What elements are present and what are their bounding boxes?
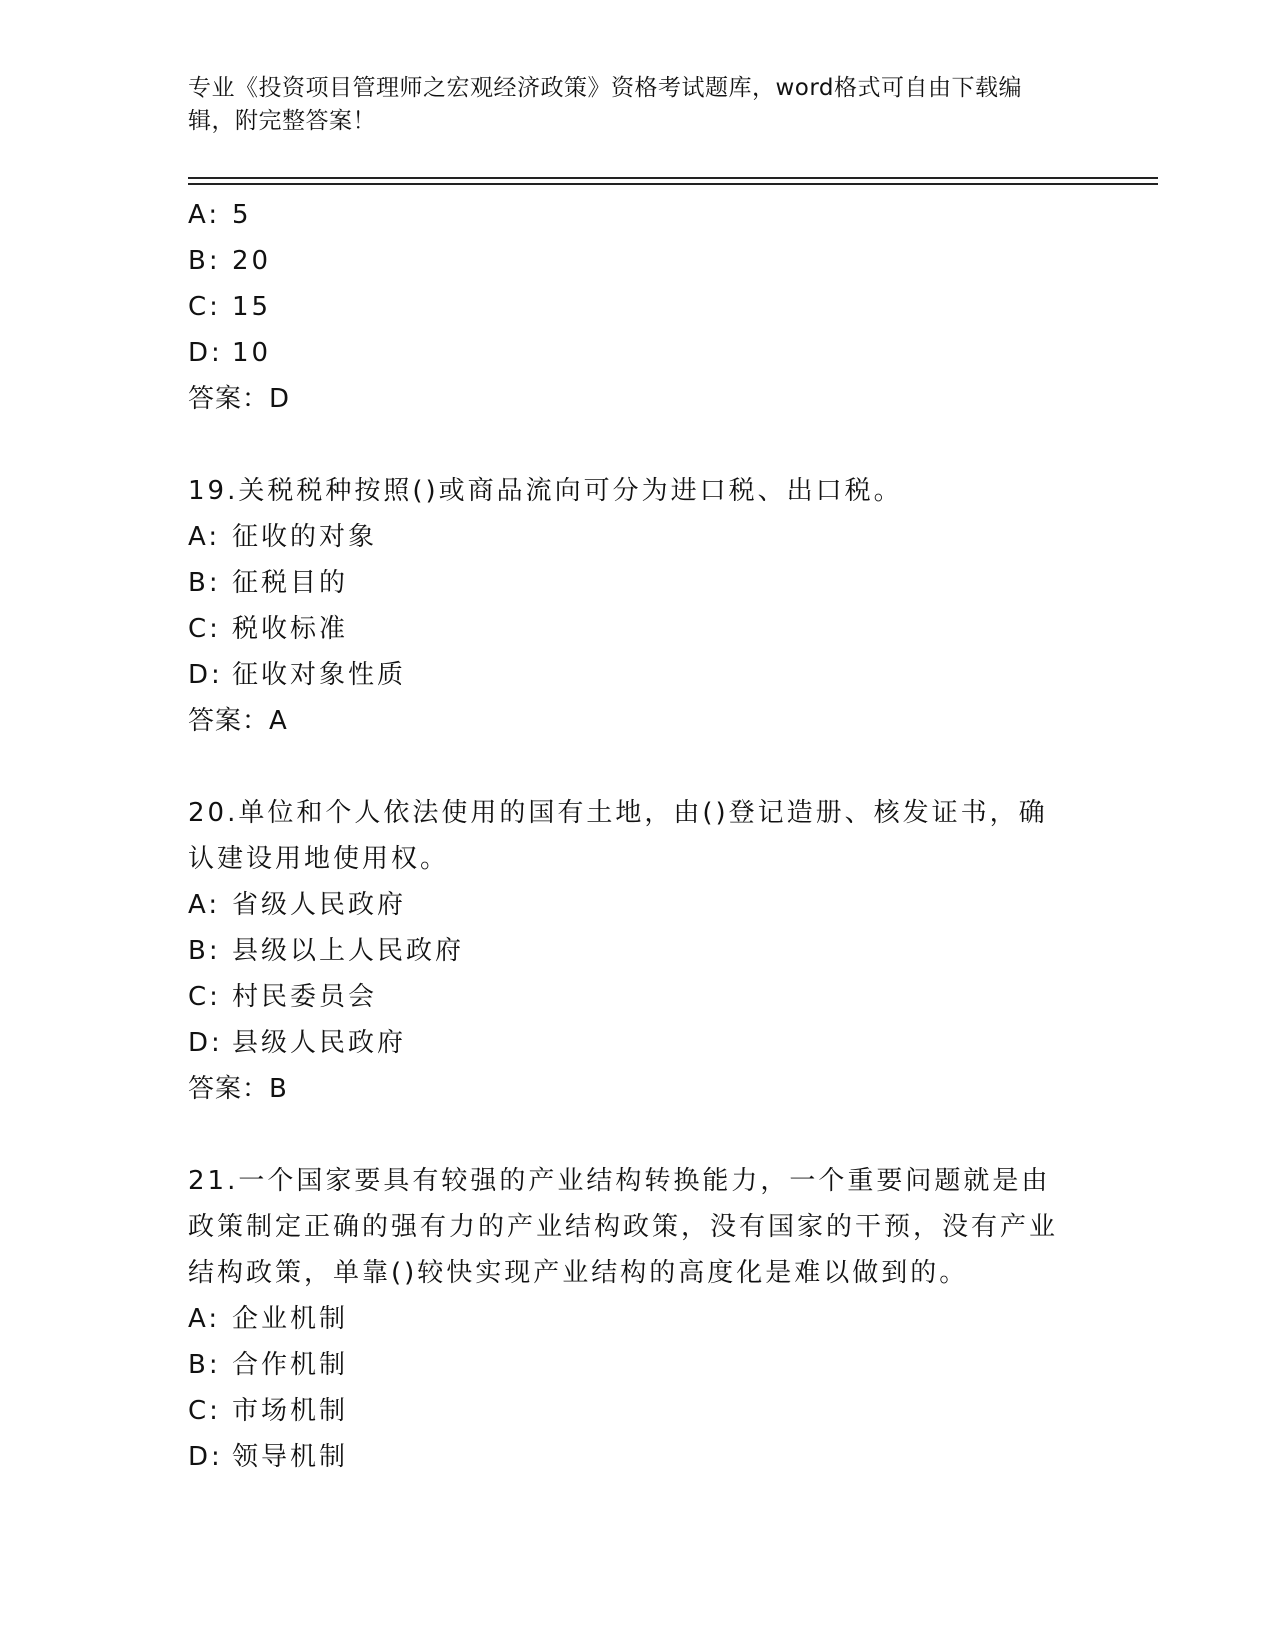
option-c: [188, 606, 1088, 652]
option-b: [188, 928, 1088, 974]
option-a: [188, 882, 1088, 928]
option-letter: B:: [188, 1350, 221, 1380]
option-d: [188, 1020, 1088, 1066]
option-letter: C:: [188, 614, 221, 644]
option-letter: C:: [188, 1396, 221, 1426]
option-letter: A:: [188, 1304, 221, 1334]
option-letter: A:: [188, 200, 221, 230]
option-letter: B:: [188, 936, 221, 966]
option-letter: C:: [188, 982, 221, 1012]
option-text: 征收的对象: [232, 522, 378, 552]
option-text: 省级人民政府: [232, 890, 407, 920]
question-list: [188, 192, 1088, 1480]
header-divider-bottom: [188, 183, 1158, 185]
option-letter: B:: [188, 568, 221, 598]
option-letter: D:: [188, 338, 223, 368]
question-21: [188, 1158, 1088, 1480]
option-letter: D:: [188, 1442, 223, 1472]
option-letter: A:: [188, 522, 221, 552]
question-stem: 21.一个国家要具有较强的产业结构转换能力，一个重要问题就是由政策制定正确的强有力的产业结构政策，没有国家的干预，没有产业结构政策，单靠()较快实现产业结构的高度化是难以做到的。: [188, 1166, 1059, 1288]
option-b: [188, 560, 1088, 606]
option-a: [188, 514, 1088, 560]
spacer: [188, 744, 1088, 790]
answer-label: 答案：D: [188, 384, 291, 414]
option-a: [188, 1296, 1088, 1342]
answer-label: 答案：A: [188, 706, 288, 736]
option-text: 5: [232, 200, 252, 230]
option-text: 县级以上人民政府: [232, 936, 465, 966]
option-text: 征税目的: [232, 568, 349, 598]
question-18: [188, 192, 1088, 422]
option-text: 税收标准: [232, 614, 349, 644]
option-c: [188, 974, 1088, 1020]
option-d: [188, 1434, 1088, 1480]
option-letter: A:: [188, 890, 221, 920]
answer-label: 答案：B: [188, 1074, 288, 1104]
option-d: [188, 652, 1088, 698]
option-a: [188, 192, 1088, 238]
option-b: [188, 238, 1088, 284]
option-text: 领导机制: [232, 1442, 349, 1472]
option-text: 县级人民政府: [232, 1028, 407, 1058]
option-letter: D:: [188, 1028, 223, 1058]
document-header: 专业《投资项目管理师之宏观经济政策》资格考试题库，word格式可自由下载编辑，附完整答案！: [188, 75, 1023, 134]
option-d: [188, 330, 1088, 376]
option-letter: C:: [188, 292, 221, 322]
option-text: 15: [232, 292, 272, 322]
option-text: 村民委员会: [232, 982, 378, 1012]
option-text: 市场机制: [232, 1396, 349, 1426]
spacer: [188, 422, 1088, 468]
option-b: [188, 1342, 1088, 1388]
header-divider-top: [188, 177, 1158, 179]
option-letter: D:: [188, 660, 223, 690]
option-text: 企业机制: [232, 1304, 349, 1334]
question-20: [188, 790, 1088, 1112]
option-c: [188, 1388, 1088, 1434]
spacer: [188, 1112, 1088, 1158]
question-19: [188, 468, 1088, 744]
option-text: 20: [232, 246, 272, 276]
option-text: 10: [232, 338, 272, 368]
option-text: 合作机制: [232, 1350, 349, 1380]
option-c: [188, 284, 1088, 330]
question-stem: 20.单位和个人依法使用的国有土地，由()登记造册、核发证书，确认建设用地使用权。: [188, 798, 1048, 874]
option-text: 征收对象性质: [232, 660, 407, 690]
question-stem: 19.关税税种按照()或商品流向可分为进口税、出口税。: [188, 476, 903, 506]
option-letter: B:: [188, 246, 221, 276]
